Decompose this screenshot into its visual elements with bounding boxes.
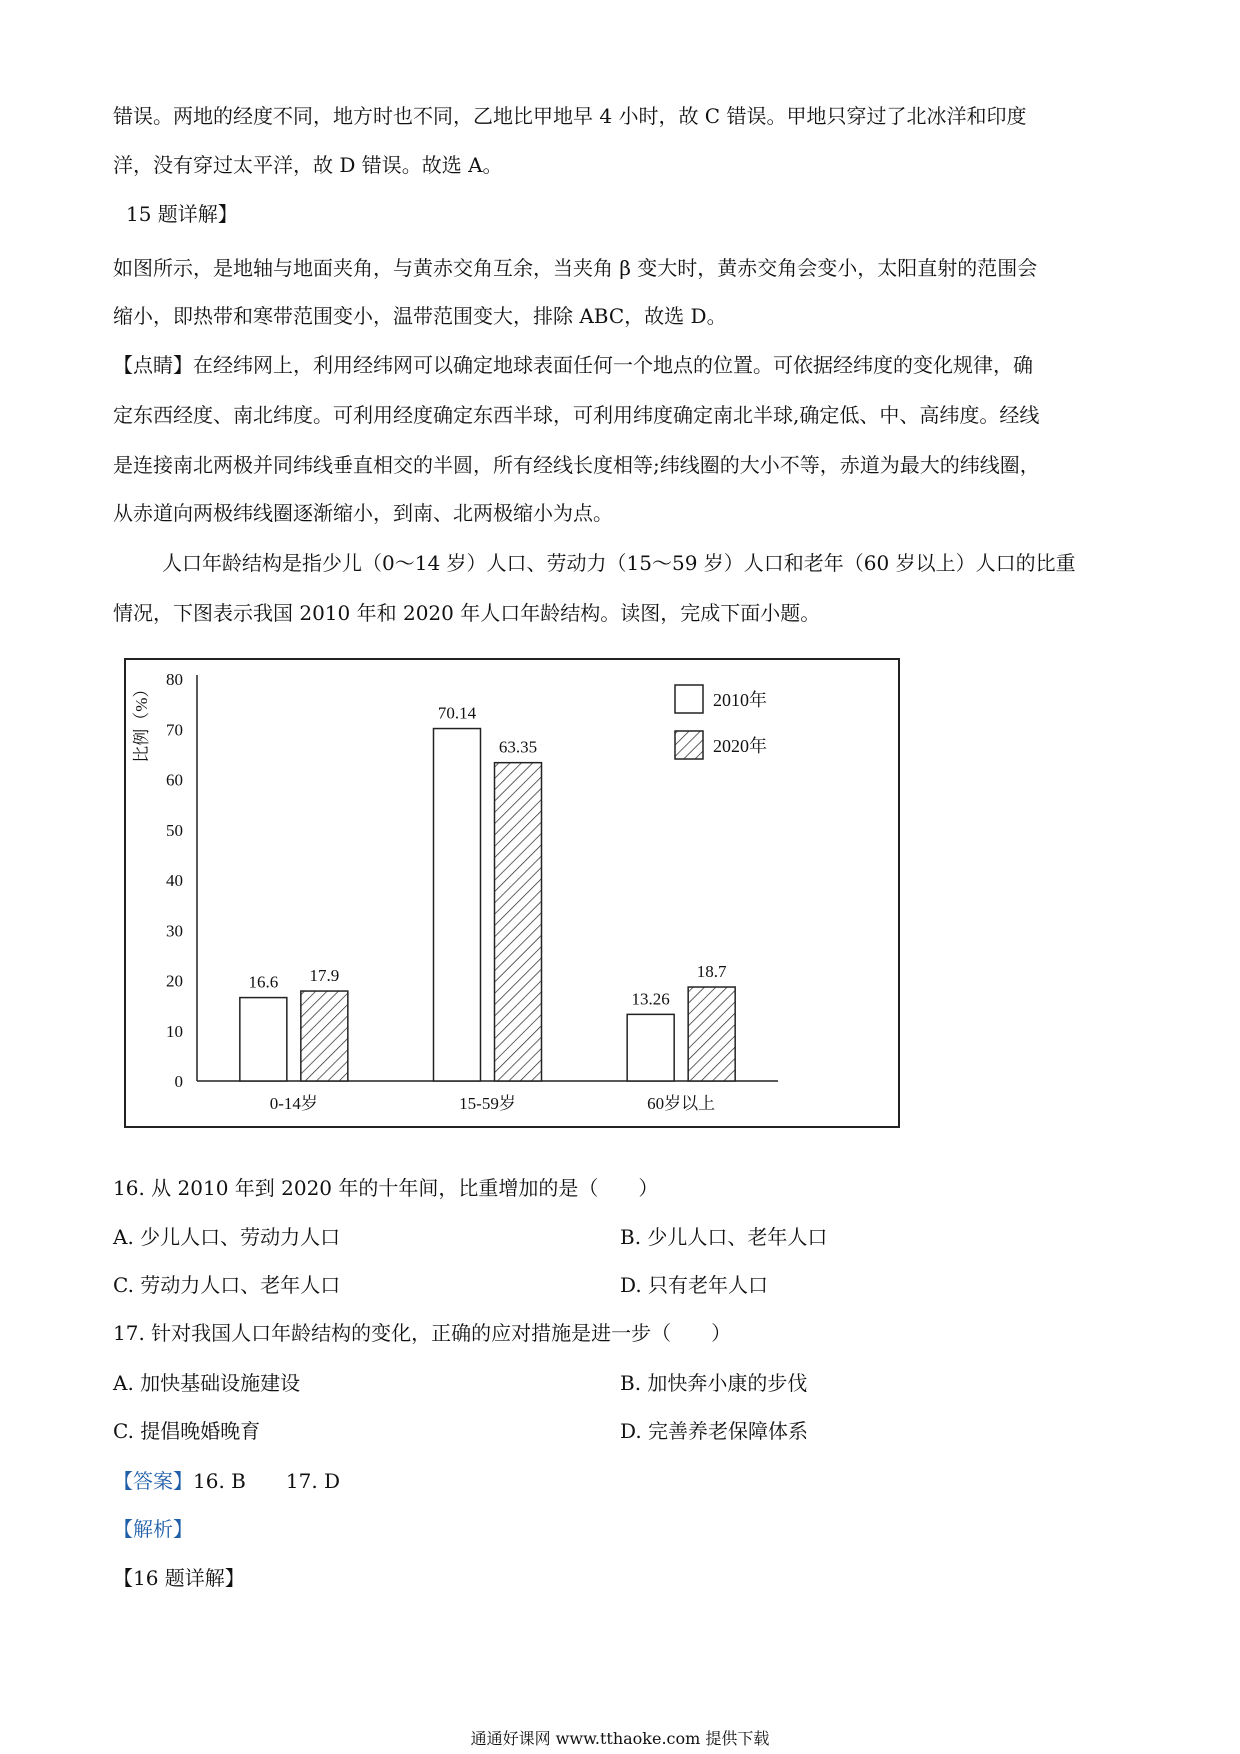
answer-label: 【答案】 (113, 1469, 193, 1493)
data-label: 13.26 (631, 989, 670, 1009)
q16-option-a: A. 少儿人口、劳动力人口 (113, 1225, 341, 1249)
y-tick-label: 30 (166, 921, 183, 941)
answer-line (113, 1468, 340, 1494)
bar-2010 (240, 998, 287, 1081)
question-16: 16. 从 2010 年到 2020 年的十年间，比重增加的是（ ） (113, 1176, 659, 1200)
q17-option-a: A. 加快基础设施建设 (113, 1371, 301, 1395)
answer-16: 16. B (193, 1469, 246, 1493)
paragraph-line: 洋，没有穿过太平洋，故 D 错误。故选 A。 (113, 153, 503, 177)
tip-paragraph-line: 是连接南北两极并同纬线垂直相交的半圆，所有经线长度相等;纬线圈的大小不等，赤道为最大的纬线圈， (113, 453, 1040, 477)
tip-paragraph-line: 【点睛】在经纬网上，利用经纬网可以确定地球表面任何一个地点的位置。可依据经纬度的变化规律，确 (113, 353, 1033, 377)
tip-paragraph-line: 定东西经度、南北纬度。可利用经度确定东西半球，可利用纬度确定南北半球,确定低、中、高纬度。经线 (113, 403, 1040, 427)
paragraph-line: 缩小，即热带和寒带范围变小，温带范围变大，排除 ABC，故选 D。 (113, 304, 727, 328)
data-label: 17.9 (309, 966, 340, 986)
bar-2020 (301, 991, 348, 1081)
analysis-label: 【解析】 (113, 1517, 193, 1541)
y-tick-label: 80 (166, 670, 183, 689)
data-label: 63.35 (498, 737, 538, 757)
legend-label: 2020年 (713, 736, 767, 756)
tip-paragraph-line: 从赤道向两极纬线圈逐渐缩小，到南、北两极缩小为点。 (113, 501, 613, 525)
chart-canvas (126, 660, 898, 1126)
x-tick-label: 60岁以上 (647, 1094, 716, 1113)
legend-swatch-2020 (675, 731, 703, 759)
data-label: 18.7 (696, 962, 727, 982)
q16-option-b: B. 少儿人口、老年人口 (620, 1225, 828, 1249)
section-heading-16: 【16 题详解】 (113, 1566, 245, 1590)
y-tick-label: 20 (166, 971, 183, 991)
y-tick-label: 60 (166, 770, 183, 790)
intro-paragraph-line: 人口年龄结构是指少儿（0～14 岁）人口、劳动力（15～59 岁）人口和老年（60 岁以上）人口的比重 (162, 551, 1076, 575)
population-age-chart (124, 658, 900, 1128)
x-tick-label: 15-59岁 (459, 1094, 516, 1113)
y-tick-label: 10 (166, 1021, 183, 1041)
bar-2020 (495, 763, 542, 1081)
legend-swatch-2010 (675, 685, 703, 713)
footer-source: 通通好课网 www.tthaoke.com 提供下载 (470, 1729, 770, 1748)
answer-17: 17. D (285, 1469, 341, 1493)
data-label: 16.6 (248, 972, 279, 992)
legend-label: 2010年 (713, 690, 767, 710)
y-tick-label: 50 (166, 820, 183, 840)
q17-option-c: C. 提倡晚婚晚育 (113, 1419, 261, 1443)
y-axis-label: 比例（%） (132, 680, 151, 763)
bar-2010 (627, 1014, 674, 1081)
q16-option-c: C. 劳动力人口、老年人口 (113, 1273, 341, 1297)
y-tick-label: 0 (174, 1072, 183, 1091)
q16-option-d: D. 只有老年人口 (620, 1273, 769, 1297)
intro-paragraph-line: 情况，下图表示我国 2010 年和 2020 年人口年龄结构。读图，完成下面小题。 (113, 601, 821, 625)
paragraph-line: 如图所示，是地轴与地面夹角，与黄赤交角互余，当夹角 β 变大时，黄赤交角会变小，太阳直射的范围会 (113, 256, 1038, 280)
bar-2020 (688, 987, 735, 1081)
y-tick-label: 40 (166, 871, 183, 890)
x-tick-label: 0-14岁 (269, 1094, 318, 1113)
paragraph-line: 错误。两地的经度不同，地方时也不同，乙地比甲地早 4 小时，故 C 错误。甲地只穿过了北冰洋和印度 (113, 104, 1027, 128)
question-17: 17. 针对我国人口年龄结构的变化，正确的应对措施是进一步（ ） (113, 1321, 732, 1345)
data-label: 70.14 (437, 703, 477, 723)
bar-2010 (434, 729, 481, 1081)
q17-option-d: D. 完善养老保障体系 (620, 1419, 809, 1443)
q17-option-b: B. 加快奔小康的步伐 (620, 1371, 808, 1395)
section-heading-15: 15 题详解】 (126, 202, 238, 226)
y-tick-label: 70 (166, 720, 183, 740)
